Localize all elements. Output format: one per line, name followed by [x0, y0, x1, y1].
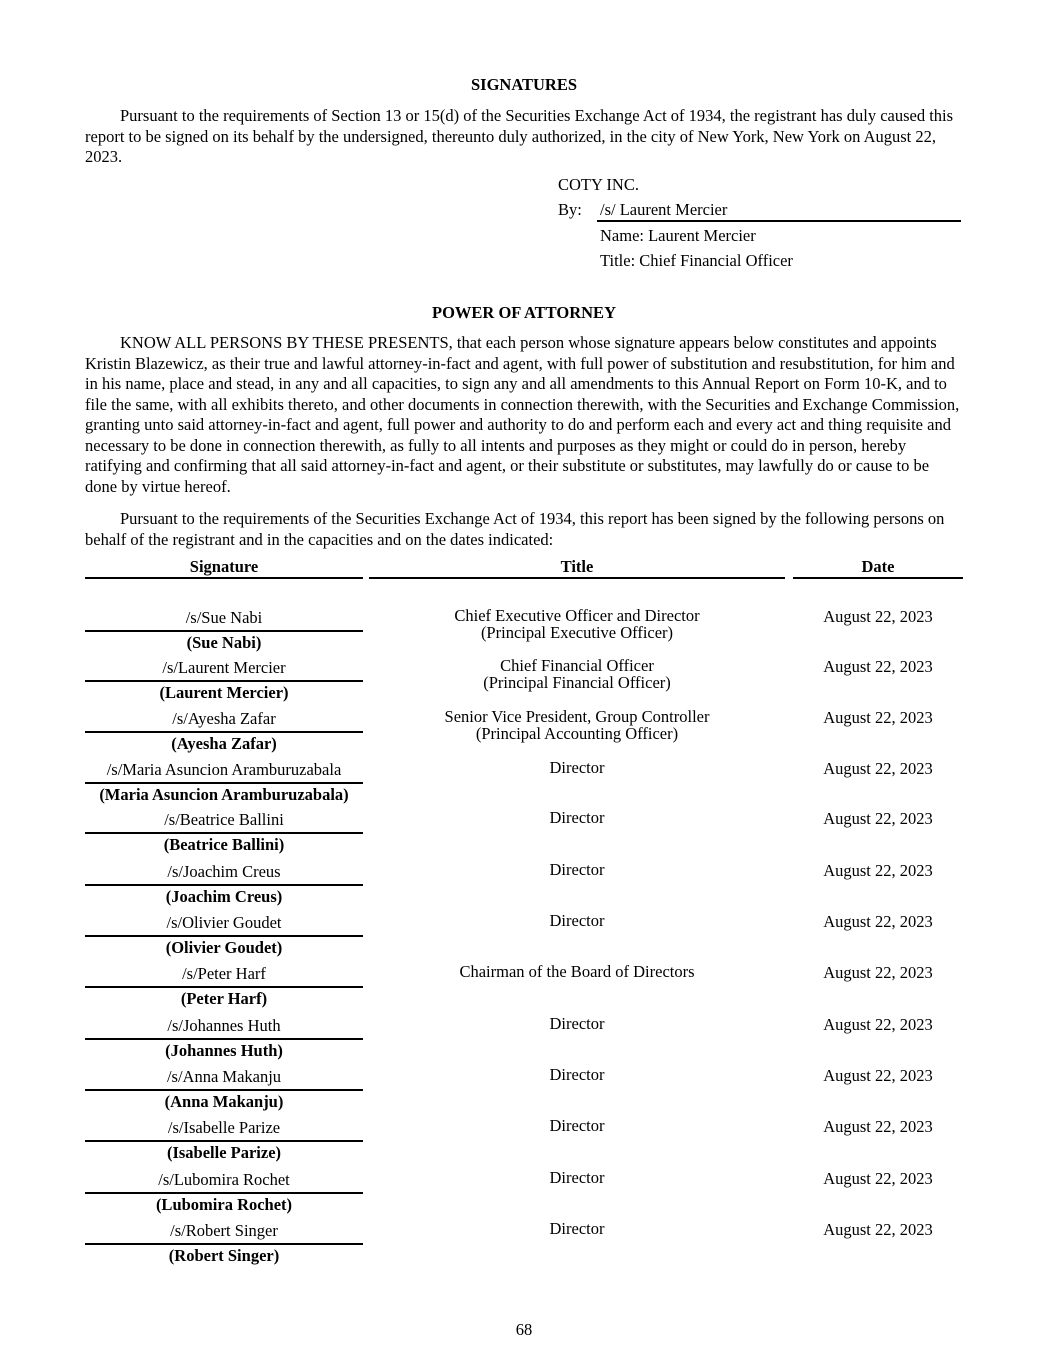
signature-row — [85, 608, 965, 659]
signature-date: August 22, 2023 — [823, 1220, 933, 1239]
signature-date: August 22, 2023 — [823, 607, 933, 626]
signer-title: Chairman of the Board of Directors — [459, 962, 695, 981]
signer-printed-name: (Beatrice Ballini) — [163, 835, 285, 854]
signature-date: August 22, 2023 — [823, 759, 933, 778]
signer-title — [369, 657, 785, 691]
signer-title: Director — [549, 1168, 605, 1187]
signature-date: August 22, 2023 — [823, 809, 933, 828]
header-date: Date — [861, 557, 895, 576]
signature-line — [85, 1140, 363, 1142]
signature-text: /s/Lubomira Rochet — [158, 1170, 290, 1189]
signature-line — [85, 832, 363, 834]
signature-date: August 22, 2023 — [823, 912, 933, 931]
signer-printed-name: (Joachim Creus) — [165, 887, 283, 906]
signer-name: Name: Laurent Mercier — [600, 226, 756, 245]
signer-title: Title: Chief Financial Officer — [600, 251, 793, 270]
header-rule — [85, 577, 363, 579]
signature-row — [85, 862, 965, 913]
signature-row — [85, 1016, 965, 1067]
signature-text: /s/Ayesha Zafar — [172, 709, 276, 728]
signature-line — [85, 986, 363, 988]
signature-text: /s/Johannes Huth — [167, 1016, 281, 1035]
signature-line — [85, 1089, 363, 1091]
signature-date: August 22, 2023 — [823, 1015, 933, 1034]
signer-printed-name: (Sue Nabi) — [186, 633, 262, 652]
signer-printed-name: (Peter Harf) — [180, 989, 268, 1008]
signature-date: August 22, 2023 — [823, 708, 933, 727]
signer-printed-name: (Robert Singer) — [168, 1246, 280, 1265]
signer-printed-name: (Lubomira Rochet) — [155, 1195, 293, 1214]
signature-text: /s/Olivier Goudet — [166, 913, 282, 932]
signature-row — [85, 810, 965, 861]
signer-printed-name: (Johannes Huth) — [165, 1041, 283, 1060]
signer-title — [369, 708, 785, 742]
power-of-attorney-heading: POWER OF ATTORNEY — [432, 303, 616, 322]
signature-line — [85, 1192, 363, 1194]
signer-title: Director — [549, 1116, 605, 1135]
header-title: Title — [560, 557, 594, 576]
signature-row — [85, 1170, 965, 1221]
title-line-1: Senior Vice President, Group Controller — [444, 707, 710, 726]
signer-title: Director — [549, 1065, 605, 1084]
header-rule — [369, 577, 785, 579]
signature-line — [85, 1038, 363, 1040]
signer-printed-name: (Ayesha Zafar) — [171, 734, 277, 753]
signature-text: /s/Maria Asuncion Aramburuzabala — [106, 760, 342, 779]
header-rule — [793, 577, 963, 579]
signature-text: /s/Robert Singer — [170, 1221, 278, 1240]
signatures-heading: SIGNATURES — [470, 75, 578, 94]
power-of-attorney-paragraph: KNOW ALL PERSONS BY THESE PRESENTS, that each person whose signature appears below constitutes and appoints Kristin Blazewicz, as their true and lawful attorney-in-fact and agent, with full power of substitution and resubstitution, for him and in his name, place and stead, in any and all capacities, to sign any and all amendments to this Annual Report on Form 10-K, and to file the same, with all exhibits thereto, and other documents in connection therewith, with the Securities and Exchange Commission, granting unto said attorney-in-fact and agent, full power and authority to do and perform each and every act and thing requisite and necessary to be done in connection therewith, as fully to all intents and purposes as they might or could do in person, hereby ratifying and confirming that all said attorney-in-fact and agent, or their substitute or substitutes, may lawfully do or cause to be done by virtue hereof. — [85, 333, 960, 496]
by-signature: /s/ Laurent Mercier — [600, 200, 728, 219]
signature-text: /s/Sue Nabi — [185, 608, 263, 627]
signature-row — [85, 709, 965, 760]
signature-line — [85, 1243, 363, 1245]
title-line-1: Chief Executive Officer and Director — [454, 606, 700, 625]
signature-line — [85, 935, 363, 937]
signature-date: August 22, 2023 — [823, 657, 933, 676]
title-line-2: (Principal Accounting Officer) — [475, 724, 679, 743]
signer-printed-name: (Laurent Mercier) — [159, 683, 289, 702]
by-label: By: — [558, 200, 582, 219]
signature-line — [85, 680, 363, 682]
signature-row — [85, 760, 965, 811]
persons-paragraph: Pursuant to the requirements of the Securities Exchange Act of 1934, this report has been signed by the following persons on behalf of the registrant and in the capacities and on the dates indicated: — [85, 509, 945, 549]
signer-title: Director — [549, 758, 605, 777]
signer-title: Director — [549, 1219, 605, 1238]
signature-line — [85, 630, 363, 632]
signature-date: August 22, 2023 — [823, 861, 933, 880]
signature-line — [85, 884, 363, 886]
signature-row — [85, 913, 965, 964]
signature-row — [85, 1118, 965, 1169]
signature-row — [85, 964, 965, 1015]
signature-date: August 22, 2023 — [823, 963, 933, 982]
signature-row — [85, 1067, 965, 1118]
signature-date: August 22, 2023 — [823, 1169, 933, 1188]
signer-title: Director — [549, 911, 605, 930]
header-signature: Signature — [189, 557, 259, 576]
signature-text: /s/Anna Makanju — [166, 1067, 282, 1086]
signature-row — [85, 658, 965, 709]
signer-title: Director — [549, 860, 605, 879]
signer-title: Director — [549, 808, 605, 827]
signature-text: /s/Peter Harf — [182, 964, 266, 983]
title-line-2: (Principal Financial Officer) — [483, 673, 671, 692]
signer-printed-name: (Olivier Goudet) — [165, 938, 283, 957]
signature-date: August 22, 2023 — [823, 1066, 933, 1085]
signature-line — [85, 782, 363, 784]
signer-title — [369, 607, 785, 641]
signer-printed-name: (Isabelle Parize) — [166, 1143, 282, 1162]
company-name: COTY INC. — [558, 175, 639, 194]
signer-title: Director — [549, 1014, 605, 1033]
signature-text: /s/Beatrice Ballini — [164, 810, 284, 829]
signature-row — [85, 1221, 965, 1272]
signer-printed-name: (Anna Makanju) — [164, 1092, 284, 1111]
signature-text: /s/Joachim Creus — [167, 862, 281, 881]
signer-printed-name: (Maria Asuncion Aramburuzabala) — [99, 785, 349, 804]
signature-line — [85, 731, 363, 733]
signature-line — [597, 220, 961, 222]
title-line-2: (Principal Executive Officer) — [480, 623, 674, 642]
signature-date: August 22, 2023 — [823, 1117, 933, 1136]
signature-text: /s/Isabelle Parize — [167, 1118, 281, 1137]
page-number: 68 — [515, 1320, 533, 1339]
signatures-paragraph: Pursuant to the requirements of Section 13 or 15(d) of the Securities Exchange Act of 1934, the registrant has duly caused this report to be signed on its behalf by the undersigned, thereunto duly authorized, in the city of New York, New York on August 22, 2023. — [85, 106, 954, 166]
title-line-1: Chief Financial Officer — [500, 656, 654, 675]
signature-text: /s/Laurent Mercier — [162, 658, 286, 677]
